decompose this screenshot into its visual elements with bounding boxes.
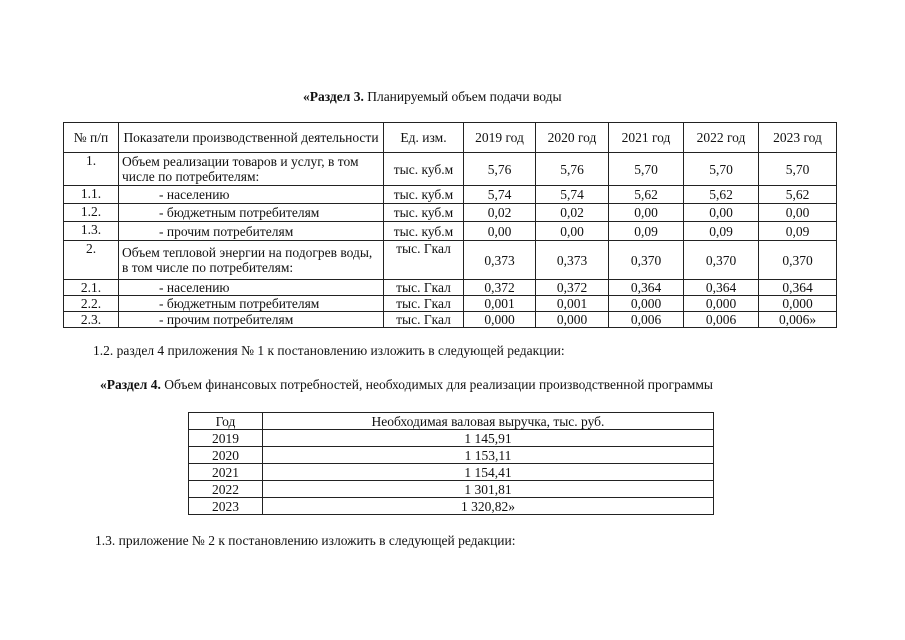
indicator-name: - прочим потребителям <box>119 312 384 328</box>
unit: тыс. куб.м <box>384 153 464 186</box>
header-cell: Необходимая валовая выручка, тыс. руб. <box>263 413 714 430</box>
header-cell: Год <box>189 413 263 430</box>
section3-title-bold: «Раздел 3. <box>303 89 364 104</box>
header-cell: № п/п <box>64 123 119 153</box>
indicator-name: - бюджетным потребителям <box>119 204 384 222</box>
year-value: 0,00 <box>684 204 759 222</box>
unit: тыс. куб.м <box>384 222 464 241</box>
row-number: 2.1. <box>64 280 119 296</box>
year-value: 0,000 <box>536 312 609 328</box>
indicator-name: Объем тепловой энергии на подогрев воды, в том числе по потребителям: <box>119 241 384 280</box>
year-value: 0,000 <box>464 312 536 328</box>
unit: тыс. куб.м <box>384 186 464 204</box>
year-value: 5,62 <box>684 186 759 204</box>
header-cell: 2021 год <box>609 123 684 153</box>
year-value: 0,370 <box>609 241 684 280</box>
table-row <box>189 498 714 515</box>
year-value: 0,006» <box>759 312 837 328</box>
year-value: 0,000 <box>609 296 684 312</box>
gross-revenue: 1 154,41 <box>263 464 714 481</box>
year-value: 0,370 <box>684 241 759 280</box>
header-cell: 2023 год <box>759 123 837 153</box>
year-value: 5,74 <box>536 186 609 204</box>
year-value: 0,09 <box>759 222 837 241</box>
gross-revenue: 1 145,91 <box>263 430 714 447</box>
table-row <box>64 186 837 204</box>
indicator-name: - бюджетным потребителям <box>119 296 384 312</box>
year-value: 5,70 <box>759 153 837 186</box>
header-cell: 2022 год <box>684 123 759 153</box>
year-value: 0,09 <box>609 222 684 241</box>
row-number: 1.1. <box>64 186 119 204</box>
year-value: 0,09 <box>684 222 759 241</box>
unit: тыс. Гкал <box>384 280 464 296</box>
table-row <box>189 481 714 498</box>
row-number: 2. <box>64 241 119 280</box>
year-value: 0,00 <box>759 204 837 222</box>
row-number: 2.2. <box>64 296 119 312</box>
year-value: 0,373 <box>536 241 609 280</box>
year-value: 0,370 <box>759 241 837 280</box>
unit: тыс. Гкал <box>384 312 464 328</box>
year-value: 0,000 <box>684 296 759 312</box>
year: 2021 <box>189 464 263 481</box>
section3-title <box>303 89 562 105</box>
financial-needs-table <box>188 412 714 515</box>
year-value: 5,76 <box>464 153 536 186</box>
unit: тыс. куб.м <box>384 204 464 222</box>
year-value: 0,364 <box>759 280 837 296</box>
table-row <box>64 280 837 296</box>
water-supply-table <box>63 122 837 328</box>
table-row <box>64 312 837 328</box>
paragraph-1-3: 1.3. приложение № 2 к постановлению изложить в следующей редакции: <box>95 533 516 548</box>
header-cell: Ед. изм. <box>384 123 464 153</box>
year-value: 0,006 <box>684 312 759 328</box>
year-value: 0,372 <box>464 280 536 296</box>
indicator-name: - населению <box>119 186 384 204</box>
year-value: 0,00 <box>536 222 609 241</box>
header-cell: 2019 год <box>464 123 536 153</box>
header-cell: 2020 год <box>536 123 609 153</box>
section4-title-text: Объем финансовых потребностей, необходимых для реализации производственной программы <box>160 377 713 392</box>
table-row <box>189 430 714 447</box>
year: 2020 <box>189 447 263 464</box>
table-row <box>64 204 837 222</box>
row-number: 1. <box>64 153 119 186</box>
unit: тыс. Гкал <box>384 296 464 312</box>
table-header-row <box>64 123 837 153</box>
gross-revenue: 1 301,81 <box>263 481 714 498</box>
indicator-name: - прочим потребителям <box>119 222 384 241</box>
table-row <box>189 464 714 481</box>
section4-title <box>100 377 713 393</box>
year-value: 0,001 <box>536 296 609 312</box>
year-value: 5,62 <box>609 186 684 204</box>
year-value: 0,372 <box>536 280 609 296</box>
section4-title-bold: «Раздел 4. <box>100 377 161 392</box>
year: 2023 <box>189 498 263 515</box>
year: 2022 <box>189 481 263 498</box>
year-value: 5,62 <box>759 186 837 204</box>
table-row <box>64 241 837 280</box>
year-value: 0,00 <box>464 222 536 241</box>
gross-revenue: 1 320,82» <box>263 498 714 515</box>
indicator-name: - населению <box>119 280 384 296</box>
table-header-row <box>189 413 714 430</box>
year: 2019 <box>189 430 263 447</box>
header-cell: Показатели производственной деятельности <box>119 123 384 153</box>
row-number: 2.3. <box>64 312 119 328</box>
table-row <box>64 153 837 186</box>
year-value: 0,00 <box>609 204 684 222</box>
gross-revenue: 1 153,11 <box>263 447 714 464</box>
table-row <box>64 296 837 312</box>
year-value: 5,70 <box>684 153 759 186</box>
row-number: 1.2. <box>64 204 119 222</box>
year-value: 0,364 <box>609 280 684 296</box>
table-row <box>64 222 837 241</box>
paragraph-1-2: 1.2. раздел 4 приложения № 1 к постановлению изложить в следующей редакции: <box>93 343 565 358</box>
section3-title-text: Планируемый объем подачи воды <box>363 89 562 104</box>
year-value: 0,364 <box>684 280 759 296</box>
year-value: 5,70 <box>609 153 684 186</box>
year-value: 0,000 <box>759 296 837 312</box>
table-row <box>189 447 714 464</box>
year-value: 0,02 <box>536 204 609 222</box>
unit: тыс. Гкал <box>384 241 464 280</box>
indicator-name: Объем реализации товаров и услуг, в том числе по потребителям: <box>119 153 384 186</box>
year-value: 5,74 <box>464 186 536 204</box>
year-value: 5,76 <box>536 153 609 186</box>
year-value: 0,02 <box>464 204 536 222</box>
year-value: 0,006 <box>609 312 684 328</box>
year-value: 0,001 <box>464 296 536 312</box>
row-number: 1.3. <box>64 222 119 241</box>
year-value: 0,373 <box>464 241 536 280</box>
